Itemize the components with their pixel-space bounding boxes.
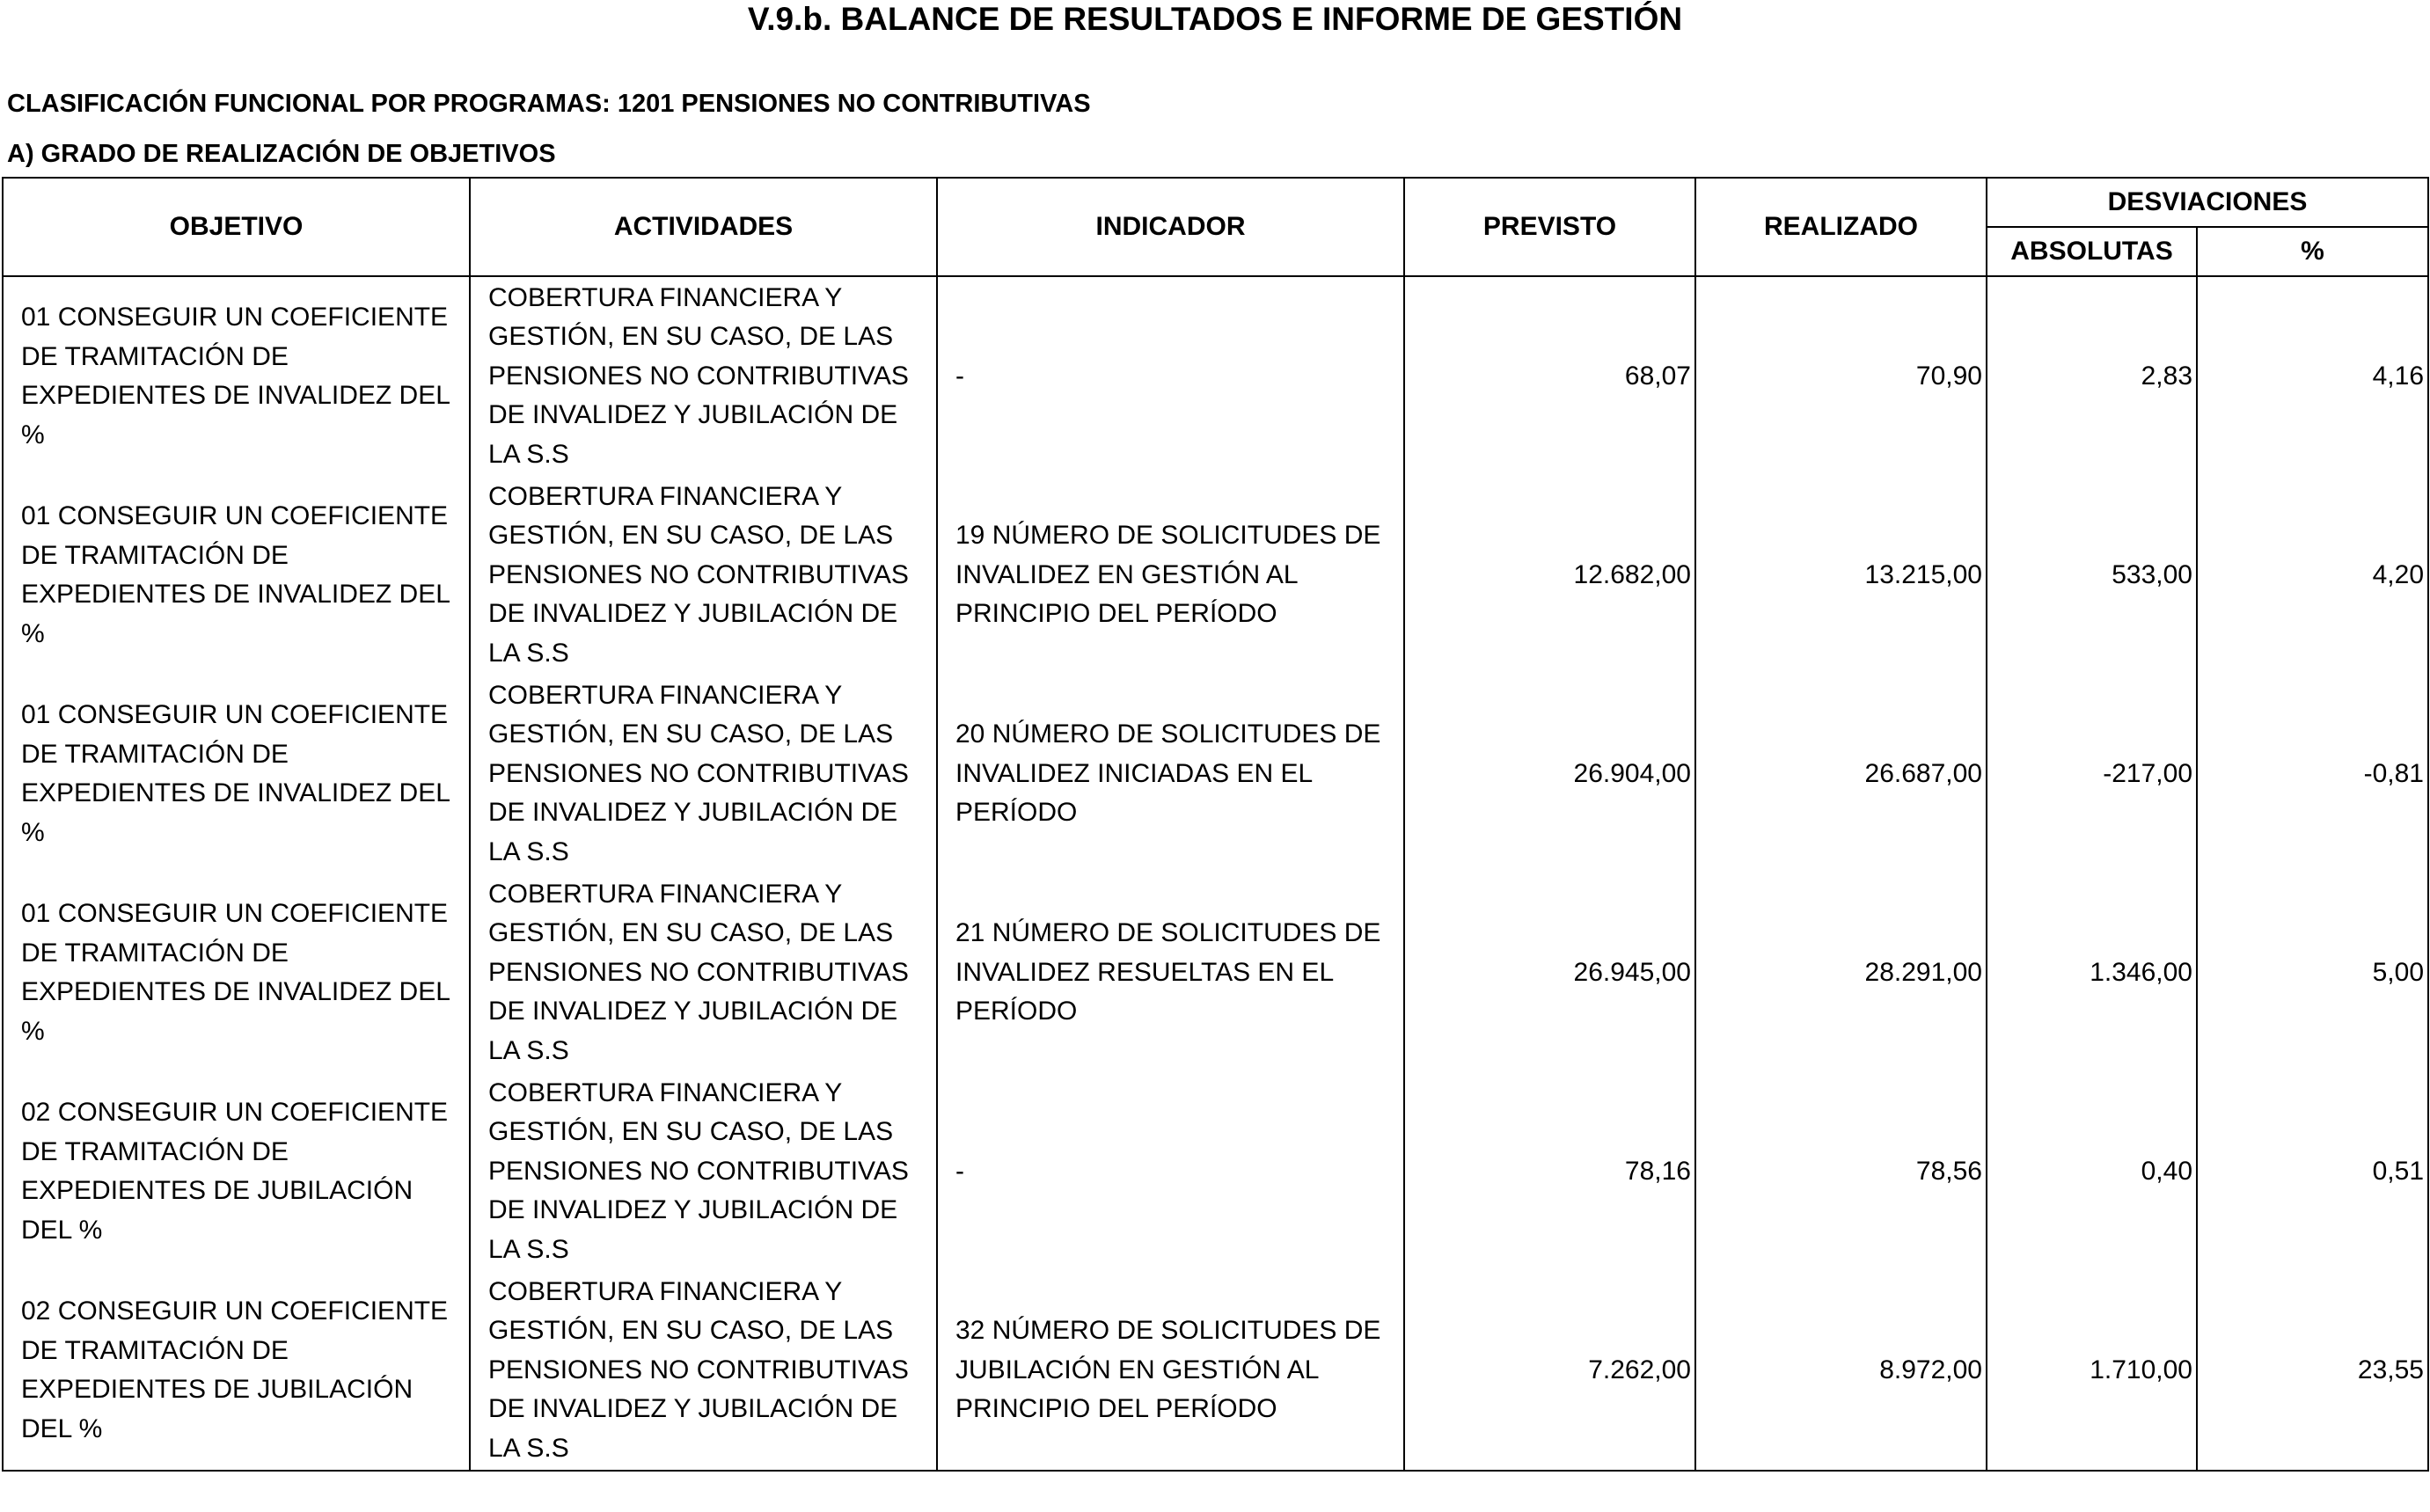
cell-objetivo: 01 CONSEGUIR UN COEFICIENTE DE TRAMITACIÓN DE EXPEDIENTES DE INVALIDEZ DEL % (3, 476, 470, 675)
cell-actividades: COBERTURA FINANCIERA Y GESTIÓN, EN SU CASO, DE LAS PENSIONES NO CONTRIBUTIVAS DE INVALIDEZ Y JUBILACIÓN DE LA S.S (470, 675, 937, 873)
table-row (3, 1072, 2428, 1271)
col-header-previsto: PREVISTO (1404, 178, 1695, 276)
cell-absolutas: 0,40 (1987, 1072, 2197, 1271)
cell-actividades: COBERTURA FINANCIERA Y GESTIÓN, EN SU CASO, DE LAS PENSIONES NO CONTRIBUTIVAS DE INVALIDEZ Y JUBILACIÓN DE LA S.S (470, 1072, 937, 1271)
table-row (3, 1271, 2428, 1471)
cell-previsto: 12.682,00 (1404, 476, 1695, 675)
cell-objetivo: 02 CONSEGUIR UN COEFICIENTE DE TRAMITACIÓN DE EXPEDIENTES DE JUBILACIÓN DEL % (3, 1271, 470, 1471)
cell-pct: 5,00 (2197, 873, 2428, 1072)
cell-realizado: 26.687,00 (1695, 675, 1987, 873)
cell-absolutas: 533,00 (1987, 476, 2197, 675)
cell-objetivo: 01 CONSEGUIR UN COEFICIENTE DE TRAMITACIÓN DE EXPEDIENTES DE INVALIDEZ DEL % (3, 675, 470, 873)
cell-indicador: 21 NÚMERO DE SOLICITUDES DE INVALIDEZ RESUELTAS EN EL PERÍODO (937, 873, 1404, 1072)
cell-indicador: - (937, 1072, 1404, 1271)
cell-realizado: 28.291,00 (1695, 873, 1987, 1072)
cell-previsto: 26.904,00 (1404, 675, 1695, 873)
cell-pct: 23,55 (2197, 1271, 2428, 1471)
cell-realizado: 13.215,00 (1695, 476, 1987, 675)
page-title: V.9.b. BALANCE DE RESULTADOS E INFORME DE GESTIÓN (747, 1, 1683, 37)
cell-pct: 4,20 (2197, 476, 2428, 675)
cell-realizado: 70,90 (1695, 276, 1987, 476)
cell-actividades: COBERTURA FINANCIERA Y GESTIÓN, EN SU CASO, DE LAS PENSIONES NO CONTRIBUTIVAS DE INVALIDEZ Y JUBILACIÓN DE LA S.S (470, 873, 937, 1072)
cell-realizado: 78,56 (1695, 1072, 1987, 1271)
cell-actividades: COBERTURA FINANCIERA Y GESTIÓN, EN SU CASO, DE LAS PENSIONES NO CONTRIBUTIVAS DE INVALIDEZ Y JUBILACIÓN DE LA S.S (470, 276, 937, 476)
table-row (3, 276, 2428, 476)
cell-pct: 0,51 (2197, 1072, 2428, 1271)
cell-actividades: COBERTURA FINANCIERA Y GESTIÓN, EN SU CASO, DE LAS PENSIONES NO CONTRIBUTIVAS DE INVALIDEZ Y JUBILACIÓN DE LA S.S (470, 476, 937, 675)
objectives-table (2, 177, 2429, 1472)
col-header-realizado: REALIZADO (1695, 178, 1987, 276)
cell-pct: 4,16 (2197, 276, 2428, 476)
table-body (3, 276, 2428, 1471)
col-header-objetivo: OBJETIVO (3, 178, 470, 276)
cell-absolutas: -217,00 (1987, 675, 2197, 873)
cell-previsto: 26.945,00 (1404, 873, 1695, 1072)
section-heading: A) GRADO DE REALIZACIÓN DE OBJETIVOS (7, 140, 556, 168)
cell-pct: -0,81 (2197, 675, 2428, 873)
classification-heading: CLASIFICACIÓN FUNCIONAL POR PROGRAMAS: 1201 PENSIONES NO CONTRIBUTIVAS (7, 90, 1091, 118)
cell-actividades: COBERTURA FINANCIERA Y GESTIÓN, EN SU CASO, DE LAS PENSIONES NO CONTRIBUTIVAS DE INVALIDEZ Y JUBILACIÓN DE LA S.S (470, 1271, 937, 1471)
cell-previsto: 7.262,00 (1404, 1271, 1695, 1471)
cell-indicador: - (937, 276, 1404, 476)
cell-objetivo: 01 CONSEGUIR UN COEFICIENTE DE TRAMITACIÓN DE EXPEDIENTES DE INVALIDEZ DEL % (3, 873, 470, 1072)
cell-previsto: 78,16 (1404, 1072, 1695, 1271)
table-row (3, 873, 2428, 1072)
cell-absolutas: 1.710,00 (1987, 1271, 2197, 1471)
table-row (3, 476, 2428, 675)
col-header-indicador: INDICADOR (937, 178, 1404, 276)
cell-previsto: 68,07 (1404, 276, 1695, 476)
col-header-pct: % (2197, 227, 2428, 276)
cell-indicador: 32 NÚMERO DE SOLICITUDES DE JUBILACIÓN EN GESTIÓN AL PRINCIPIO DEL PERÍODO (937, 1271, 1404, 1471)
cell-indicador: 19 NÚMERO DE SOLICITUDES DE INVALIDEZ EN GESTIÓN AL PRINCIPIO DEL PERÍODO (937, 476, 1404, 675)
col-header-absolutas: ABSOLUTAS (1987, 227, 2197, 276)
cell-objetivo: 02 CONSEGUIR UN COEFICIENTE DE TRAMITACIÓN DE EXPEDIENTES DE JUBILACIÓN DEL % (3, 1072, 470, 1271)
col-header-actividades: ACTIVIDADES (470, 178, 937, 276)
cell-absolutas: 1.346,00 (1987, 873, 2197, 1072)
cell-objetivo: 01 CONSEGUIR UN COEFICIENTE DE TRAMITACIÓN DE EXPEDIENTES DE INVALIDEZ DEL % (3, 276, 470, 476)
table-header (3, 178, 2428, 276)
cell-realizado: 8.972,00 (1695, 1271, 1987, 1471)
col-header-desviaciones: DESVIACIONES (1987, 178, 2428, 227)
cell-absolutas: 2,83 (1987, 276, 2197, 476)
table-row (3, 675, 2428, 873)
cell-indicador: 20 NÚMERO DE SOLICITUDES DE INVALIDEZ INICIADAS EN EL PERÍODO (937, 675, 1404, 873)
